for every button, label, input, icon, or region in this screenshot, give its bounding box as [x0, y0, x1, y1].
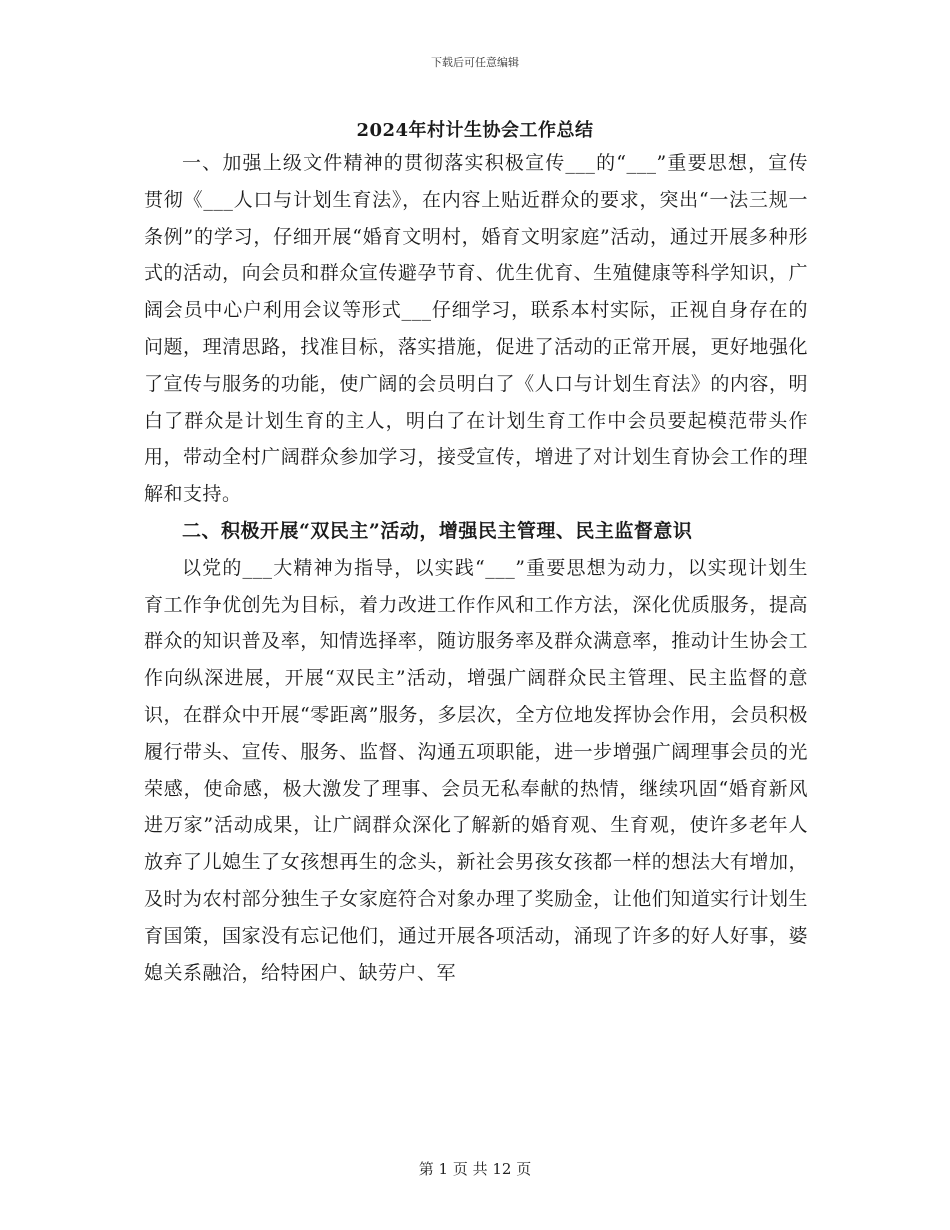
document-body: [144, 145, 808, 991]
header-note: 下载后可任意编辑: [431, 56, 519, 69]
page-number: 第 1 页 共 12 页: [418, 1160, 532, 1178]
section-heading-2: 二、积极开展“双民主”活动，增强民主管理、民主监督意识: [182, 519, 693, 542]
paragraph-section-1: 一、加强上级文件精神的贯彻落实积极宣传___的“___”重要思想，宣传贯彻《___人口与计划生育法》，在内容上贴近群众的要求，突出“一法三规一条例”的学习，仔细开展“婚育文明村，婚育文明家庭”活动，通过开展多种形式的活动，向会员和群众宣传避孕节育、优生优育、生殖健康等科学知识，广阔会员中心户利用会议等形式___仔细学习，联系本村实际，正视自身存在的问题，理清思路，找准目标，落实措施，促进了活动的正常开展，更好地强化了宣传与服务的功能，使广阔的会员明白了《人口与计划生育法》的内容，明白了群众是计划生育的主人，明白了在计划生育工作中会员要起模范带头作用，带动全村广阔群众参加学习，接受宣传，增进了对计划生育协会工作的理解和支持。: [144, 152, 808, 506]
paragraph-section-2: 以党的___大精神为指导，以实践“___”重要思想为动力，以实现计划生育工作争优创先为目标，着力改进工作作风和工作方法，深化优质服务，提高群众的知识普及率，知情选择率，随访服务率及群众满意率，推动计生协会工作向纵深进展，开展“双民主”活动，增强广阔群众民主管理、民主监督的意识，在群众中开展“零距离”服务，多层次，全方位地发挥协会作用，会员积极履行带头、宣传、服务、监督、沟通五项职能，进一步增强广阔理事会员的光荣感，使命感，极大激发了理事、会员无私奉献的热情，继续巩固“婚育新风进万家”活动成果，让广阔群众深化了解新的婚育观、生育观，使许多老年人放弃了儿媳生了女孩想再生的念头，新社会男孩女孩都一样的想法大有增加，及时为农村部分独生子女家庭符合对象办理了奖励金，让他们知道实行计划生育国策，国家没有忘记他们，通过开展各项活动，涌现了许多的好人好事，婆媳关系融洽，给特困户、缺劳户、军: [144, 556, 808, 984]
document-title: 2024年村计生协会工作总结: [356, 120, 594, 141]
